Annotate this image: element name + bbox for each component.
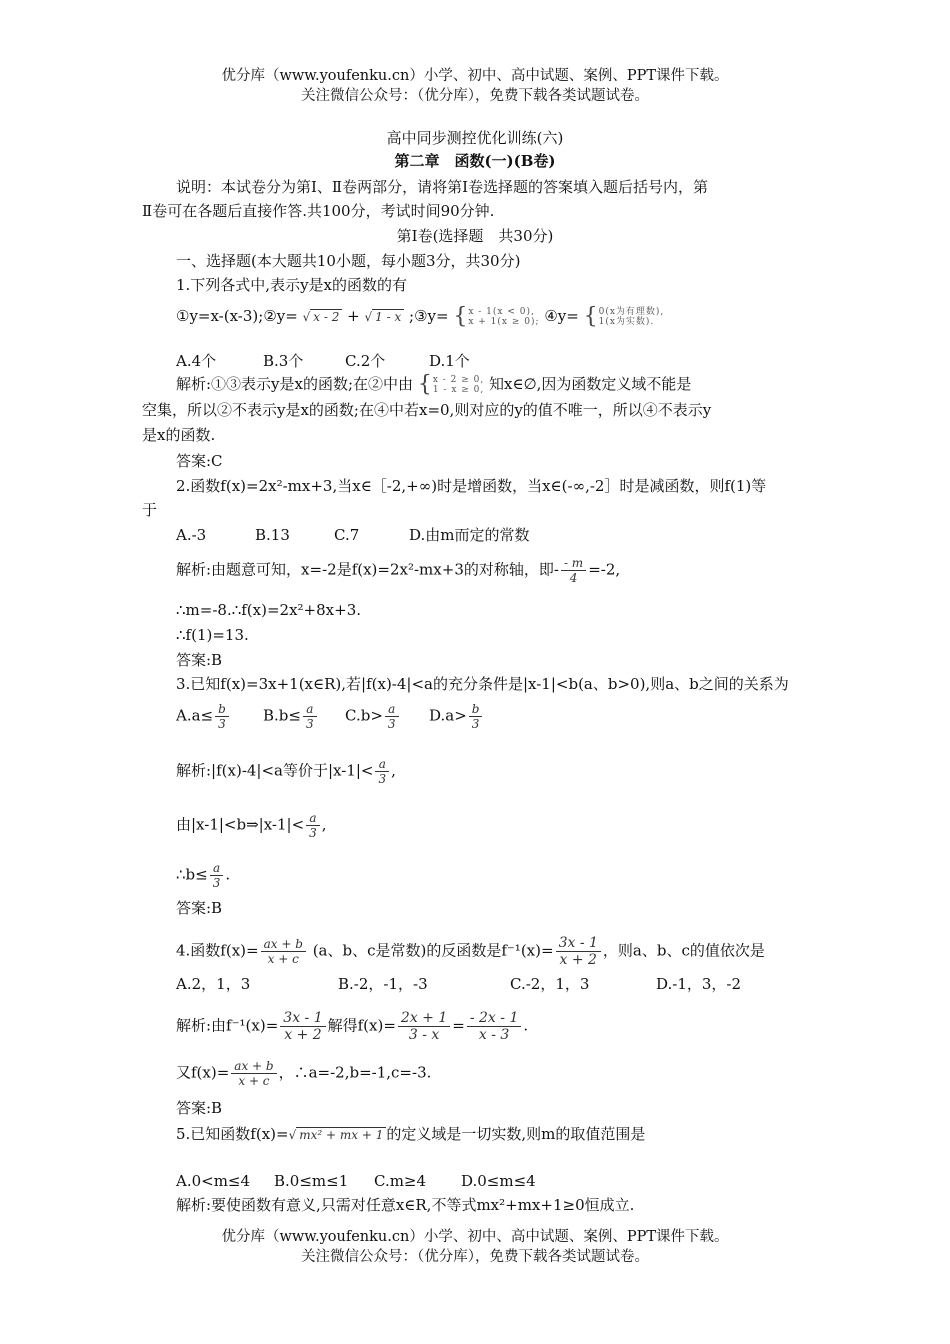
q2-option-c: C.7 [334,526,360,544]
q2-explanation-2: ∴m=-8.∴f(x)=2x²+8x+3. [176,601,362,619]
q5-option-c: C.m≥4 [374,1172,427,1190]
q2-stem-2: 于 [142,501,158,519]
q5-option-b: B.0≤m≤1 [274,1172,349,1190]
q1-explanation-3: 是x的函数. [142,426,216,444]
q1-options [176,351,470,371]
q5-sqrt: √ mx² + mx + 1 [289,1125,387,1145]
q2-option-a: A.-3 [176,526,207,544]
q1-formula-1: ①y=x-(x-3);②y= [176,307,298,325]
q3-explanation-2: 由|x-1|<b⇒|x-1|< $\frac{a}{3}$ , [176,811,327,840]
q3-option-c: C.b> $\frac{a}{3}$ [345,702,429,731]
q4-options [176,974,741,994]
q5-options [176,1171,536,1191]
q3-explanation-1: 解析:|f(x)-4|<a等价于|x-1|< $\frac{a}{3}$ , [176,757,396,786]
q4-stem: 4.函数f(x)= $\frac{ax + b}{x + c}$ (a、b、c是常数)的反函数是f⁻¹(x)= $\frac{3x - 1}{x + 2}$ ，则a、b、c的值依次是 [176,935,765,968]
q1-explanation-1: 解析:①③表示y是x的函数;在②中由 {x - 2 ≥ 0, 1 - x ≥ 0, 知x∈∅,因为函数定义域不能是 [176,372,692,397]
q2-answer: 答案:B [176,651,223,669]
q5-stem: 5.已知函数f(x)=√ mx² + mx + 1 的定义域是一切实数,则m的取值范围是 [176,1125,646,1143]
footer-line-1: 优分库（www.youfenku.cn）小学、初中、高中试题、案例、PPT课件下载。 [221,1229,729,1245]
page-title: 高中同步测控优化训练(六) [386,129,564,147]
footer-line-2: 关注微信公众号：（优分库），免费下载各类试题试卷。 [301,1249,649,1265]
header-line-2: 关注微信公众号：（优分库），免费下载各类试题试卷。 [301,88,649,104]
q2-explanation-1: 解析:由题意可知，x=-2是f(x)=2x²-mx+3的对称轴，即- $\frac{- m}{4}$ =-2, [176,556,621,585]
q5-explanation-1: 解析:要使函数有意义,只需对任意x∈R,不等式mx²+mx+1≥0恒成立. [176,1196,635,1214]
q1-plus: + [347,307,360,325]
q4-option-c: C.-2，1，3 [510,975,590,993]
q2-options [176,525,529,545]
q2-option-b: B.13 [255,526,290,544]
q1-option-b: B.3个 [263,352,304,370]
q3-stem: 3.已知f(x)=3x+1(x∈R),若|f(x)-4|<a的充分条件是|x-1|<b(a、b>0),则a、b之间的关系为 [176,675,789,693]
q5-option-d: D.0≤m≤4 [461,1172,536,1190]
q3-explanation-3: ∴b≤ $\frac{a}{3}$ . [176,861,231,890]
q5-option-a: A.0<m≤4 [176,1172,251,1190]
q1-explanation-piecewise: {x - 2 ≥ 0, 1 - x ≥ 0, [417,372,485,397]
q4-option-d: D.-1，3，-2 [656,975,742,993]
q1-piecewise-3: {x - 1(x < 0), x + 1(x ≥ 0); [453,304,540,329]
q1-sqrt-1: √ x - 2 [303,307,343,327]
q2-explanation-3: ∴f(1)=13. [176,626,249,644]
section-one-heading: 一、选择题(本大题共10小题，每小题3分，共30分) [176,252,521,270]
page-subtitle: 第二章 函数(一)(B卷) [394,152,556,170]
part-one-heading: 第Ⅰ卷(选择题 共30分) [396,227,554,245]
q4-answer: 答案:B [176,1099,223,1117]
q1-formula-4: ④y= [544,307,579,325]
q1-stem: 1.下列各式中,表示y是x的函数的有 [176,276,408,294]
q3-option-d: D.a> $\frac{b}{3}$ [429,702,484,731]
intro-line-2: Ⅱ卷可在各题后直接作答.共100分，考试时间90分钟. [142,202,495,220]
q2-fraction: $\frac{- m}{4}$ [561,556,586,585]
q4-option-b: B.-2，-1，-3 [338,975,428,993]
header-line-1: 优分库（www.youfenku.cn）小学、初中、高中试题、案例、PPT课件下载。 [221,68,729,84]
q1-formulas [176,306,664,327]
q1-explanation-2: 空集，所以②不表示y是x的函数;在④中若x=0,则对应的y的值不唯一，所以④不表示y [142,401,712,419]
q1-answer: 答案:C [176,452,223,470]
q3-option-a: A.a≤ $\frac{b}{3}$ [176,702,263,731]
q4-explanation-1: 解析:由f⁻¹(x)= $\frac{3x - 1}{x + 2}$ 解得f(x)= $\frac{2x + 1}{3 - x}$ = $\frac{- 2x - 1}{x - 3}$ . [176,1010,529,1043]
q1-sqrt-2: √ 1 - x [364,307,404,327]
q4-option-a: A.2，1，3 [176,975,251,993]
q1-formula-3: ;③y= [409,307,449,325]
q2-stem-1: 2.函数f(x)=2x²-mx+3,当x∈［-2,+∞)时是增函数，当x∈(-∞,-2］时是减函数，则f(1)等 [176,477,767,495]
q1-piecewise-4: {0(x为有理数), 1(x为实数). [583,304,665,329]
q4-explanation-2: 又f(x)= $\frac{ax + b}{x + c}$ ，∴a=-2,b=-1,c=-3. [176,1059,432,1088]
q3-option-b: B.b≤ $\frac{a}{3}$ [263,702,345,731]
q3-answer: 答案:B [176,899,223,917]
q1-option-a: A.4个 [176,352,217,370]
q3-options [176,702,484,731]
q2-option-d: D.由m而定的常数 [409,526,530,544]
intro-line-1: 说明：本试卷分为第Ⅰ、Ⅱ卷两部分，请将第Ⅰ卷选择题的答案填入题后括号内，第 [176,178,709,196]
q1-option-d: D.1个 [429,352,470,370]
q1-option-c: C.2个 [345,352,386,370]
